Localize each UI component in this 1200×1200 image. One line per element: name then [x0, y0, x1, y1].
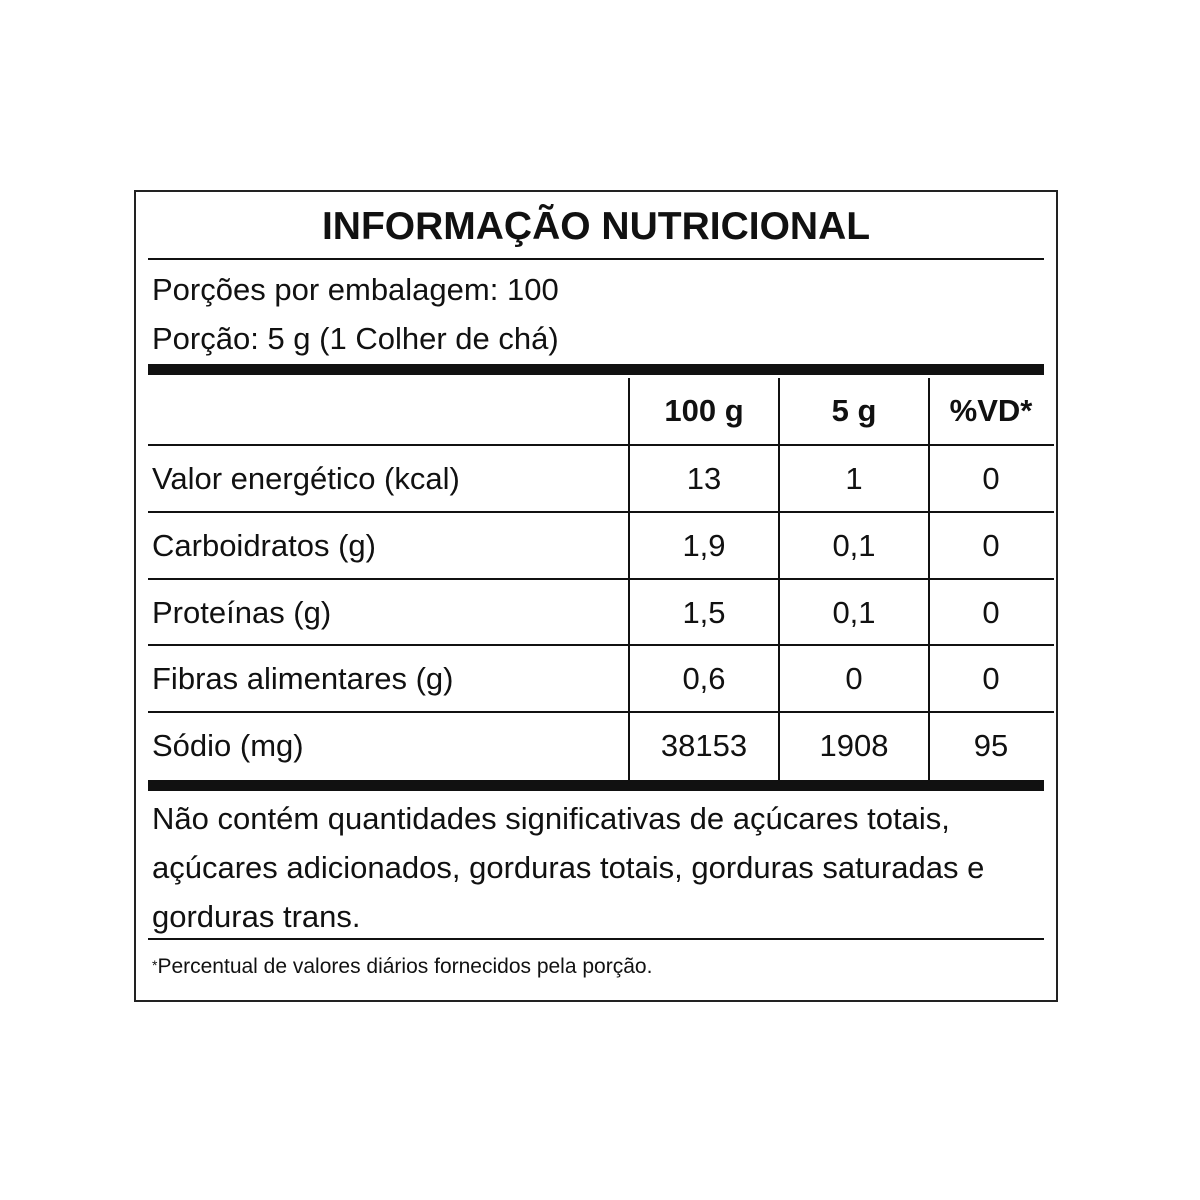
- servings-per-package: Porções por embalagem: 100: [152, 272, 559, 307]
- nutrient-name: Fibras alimentares (g): [152, 661, 454, 696]
- value-per-serving: 1908: [819, 728, 889, 763]
- nutrient-name: Proteínas (g): [152, 595, 332, 630]
- serving-size: Porção: 5 g (1 Colher de chá): [152, 321, 559, 356]
- table-header-row: [148, 378, 1054, 444]
- value-daily: 0: [982, 528, 1000, 563]
- value-per-serving: 0,1: [832, 595, 876, 630]
- header-per-100g: 100 g: [664, 393, 744, 428]
- value-per-100g: 13: [686, 461, 722, 496]
- nutrient-name: Carboidratos (g): [152, 528, 376, 563]
- label-title: INFORMAÇÃO NUTRICIONAL: [321, 205, 871, 248]
- value-per-100g: 1,5: [682, 595, 726, 630]
- header-daily-value: %VD*: [949, 393, 1033, 428]
- value-daily: 0: [982, 461, 1000, 496]
- table-row: [148, 646, 1054, 712]
- table-row: [148, 580, 1054, 646]
- value-daily: 95: [973, 728, 1009, 763]
- value-per-serving: 0: [845, 661, 863, 696]
- nutrition-facts-label: [134, 190, 1058, 1002]
- value-per-100g: 1,9: [682, 528, 726, 563]
- footnote: [152, 952, 652, 982]
- thick-divider: [148, 780, 1044, 791]
- value-daily: 0: [982, 595, 1000, 630]
- footnote-mark: *: [152, 957, 158, 973]
- nutrient-name: Valor energético (kcal): [152, 461, 460, 496]
- header-per-serving: 5 g: [831, 393, 877, 428]
- table-row: [148, 713, 1054, 779]
- divider: [148, 938, 1044, 940]
- footnote-text: Percentual de valores diários fornecidos pela porção.: [157, 955, 653, 978]
- value-per-100g: 38153: [660, 728, 748, 763]
- nutrition-table: [148, 378, 1054, 784]
- table-row: [148, 446, 1054, 512]
- nutrient-name: Sódio (mg): [152, 728, 304, 763]
- value-per-100g: 0,6: [682, 661, 726, 696]
- value-daily: 0: [982, 661, 1000, 696]
- divider: [148, 258, 1044, 260]
- nutrient-note: Não contém quantidades significativas de açúcares totais, açúcares adicionados, gorduras totais, gorduras saturadas e gorduras trans.: [152, 801, 985, 934]
- value-per-serving: 0,1: [832, 528, 876, 563]
- thick-divider: [148, 364, 1044, 375]
- value-per-serving: 1: [845, 461, 863, 496]
- table-row: [148, 513, 1054, 579]
